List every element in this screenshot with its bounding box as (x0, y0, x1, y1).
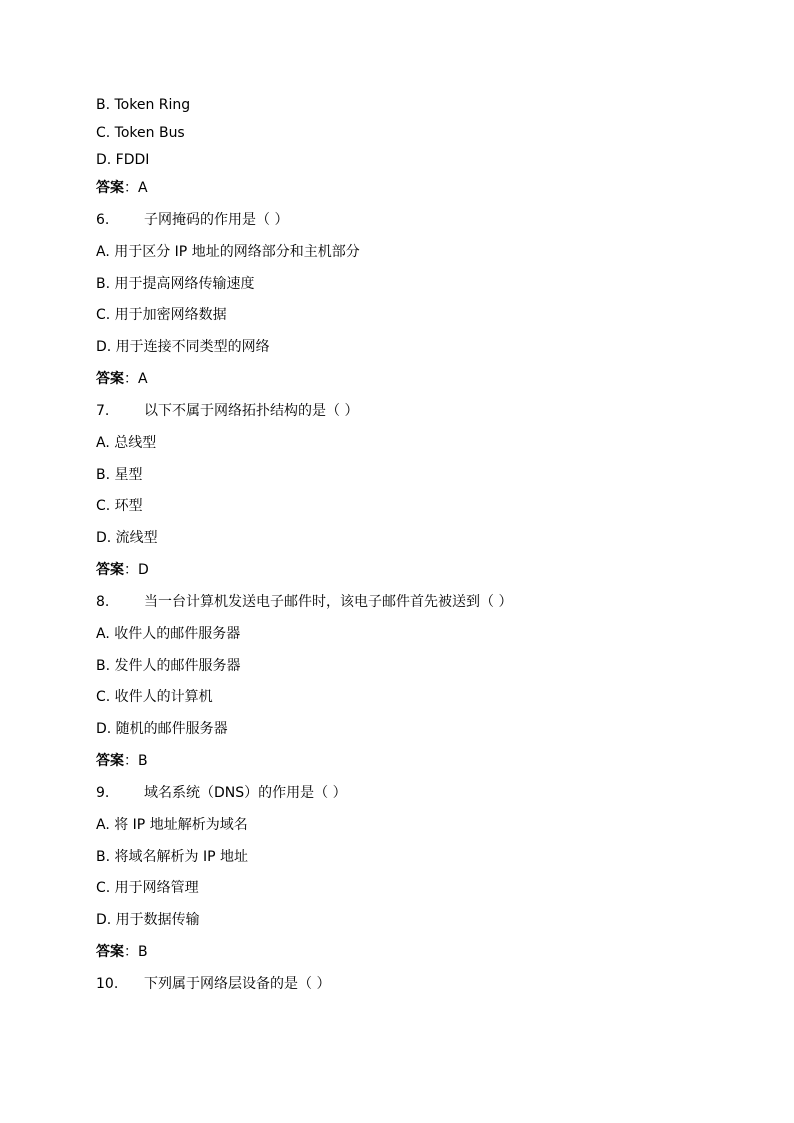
option-c: C. 环型 (96, 498, 143, 514)
question-text: 子网掩码的作用是（ ） (144, 212, 289, 228)
question-line (96, 974, 330, 994)
option-b: B. 发件人的邮件服务器 (96, 658, 241, 674)
answer-value: A (138, 180, 148, 196)
question-number: 9. (96, 785, 110, 801)
question-line (96, 592, 512, 612)
option-a: A. 将 IP 地址解析为域名 (96, 817, 248, 833)
question-line (96, 783, 347, 803)
option-d: D. 用于数据传输 (96, 912, 200, 928)
option-d: D. 用于连接不同类型的网络 (96, 339, 270, 355)
question-text: 以下不属于网络拓扑结构的是（ ） (144, 403, 359, 419)
answer-label: 答案 (96, 753, 124, 769)
answer-separator: ： (124, 562, 138, 578)
answer-separator: ： (124, 180, 138, 196)
option-b: B. 将域名解析为 IP 地址 (96, 849, 248, 865)
answer-separator: ： (124, 753, 138, 769)
answer-value: D (138, 562, 149, 578)
answer-label: 答案 (96, 944, 124, 960)
option-b: B. 用于提高网络传输速度 (96, 276, 255, 292)
question-number: 6. (96, 212, 110, 228)
option-b: B. 星型 (96, 467, 143, 483)
option-c: C. 收件人的计算机 (96, 689, 213, 705)
answer-label: 答案 (96, 180, 124, 196)
option-d: D. 随机的邮件服务器 (96, 721, 228, 737)
question-line (96, 401, 358, 421)
answer-value: B (138, 753, 148, 769)
option-c: C. Token Bus (96, 125, 185, 141)
answer-separator: ： (124, 944, 138, 960)
answer-value: A (138, 371, 148, 387)
answer-line (96, 942, 148, 962)
question-text: 下列属于网络层设备的是（ ） (144, 976, 331, 992)
option-a: A. 收件人的邮件服务器 (96, 626, 241, 642)
answer-line (96, 560, 149, 580)
question-number: 7. (96, 403, 110, 419)
answer-line (96, 369, 148, 389)
answer-line (96, 751, 148, 771)
answer-value: B (138, 944, 148, 960)
answer-label: 答案 (96, 562, 124, 578)
option-d: D. FDDI (96, 152, 150, 168)
answer-separator: ： (124, 371, 138, 387)
option-b: B. Token Ring (96, 97, 191, 113)
answer-label: 答案 (96, 371, 124, 387)
question-line (96, 210, 288, 230)
option-a: A. 总线型 (96, 435, 157, 451)
answer-line (96, 178, 148, 198)
option-c: C. 用于网络管理 (96, 880, 199, 896)
option-a: A. 用于区分 IP 地址的网络部分和主机部分 (96, 244, 360, 260)
question-text: 当一台计算机发送电子邮件时，该电子邮件首先被送到（ ） (144, 594, 513, 610)
question-text: 域名系统（DNS）的作用是（ ） (144, 785, 347, 801)
question-number: 10. (96, 976, 119, 992)
question-number: 8. (96, 594, 110, 610)
option-d: D. 流线型 (96, 530, 158, 546)
option-c: C. 用于加密网络数据 (96, 307, 227, 323)
